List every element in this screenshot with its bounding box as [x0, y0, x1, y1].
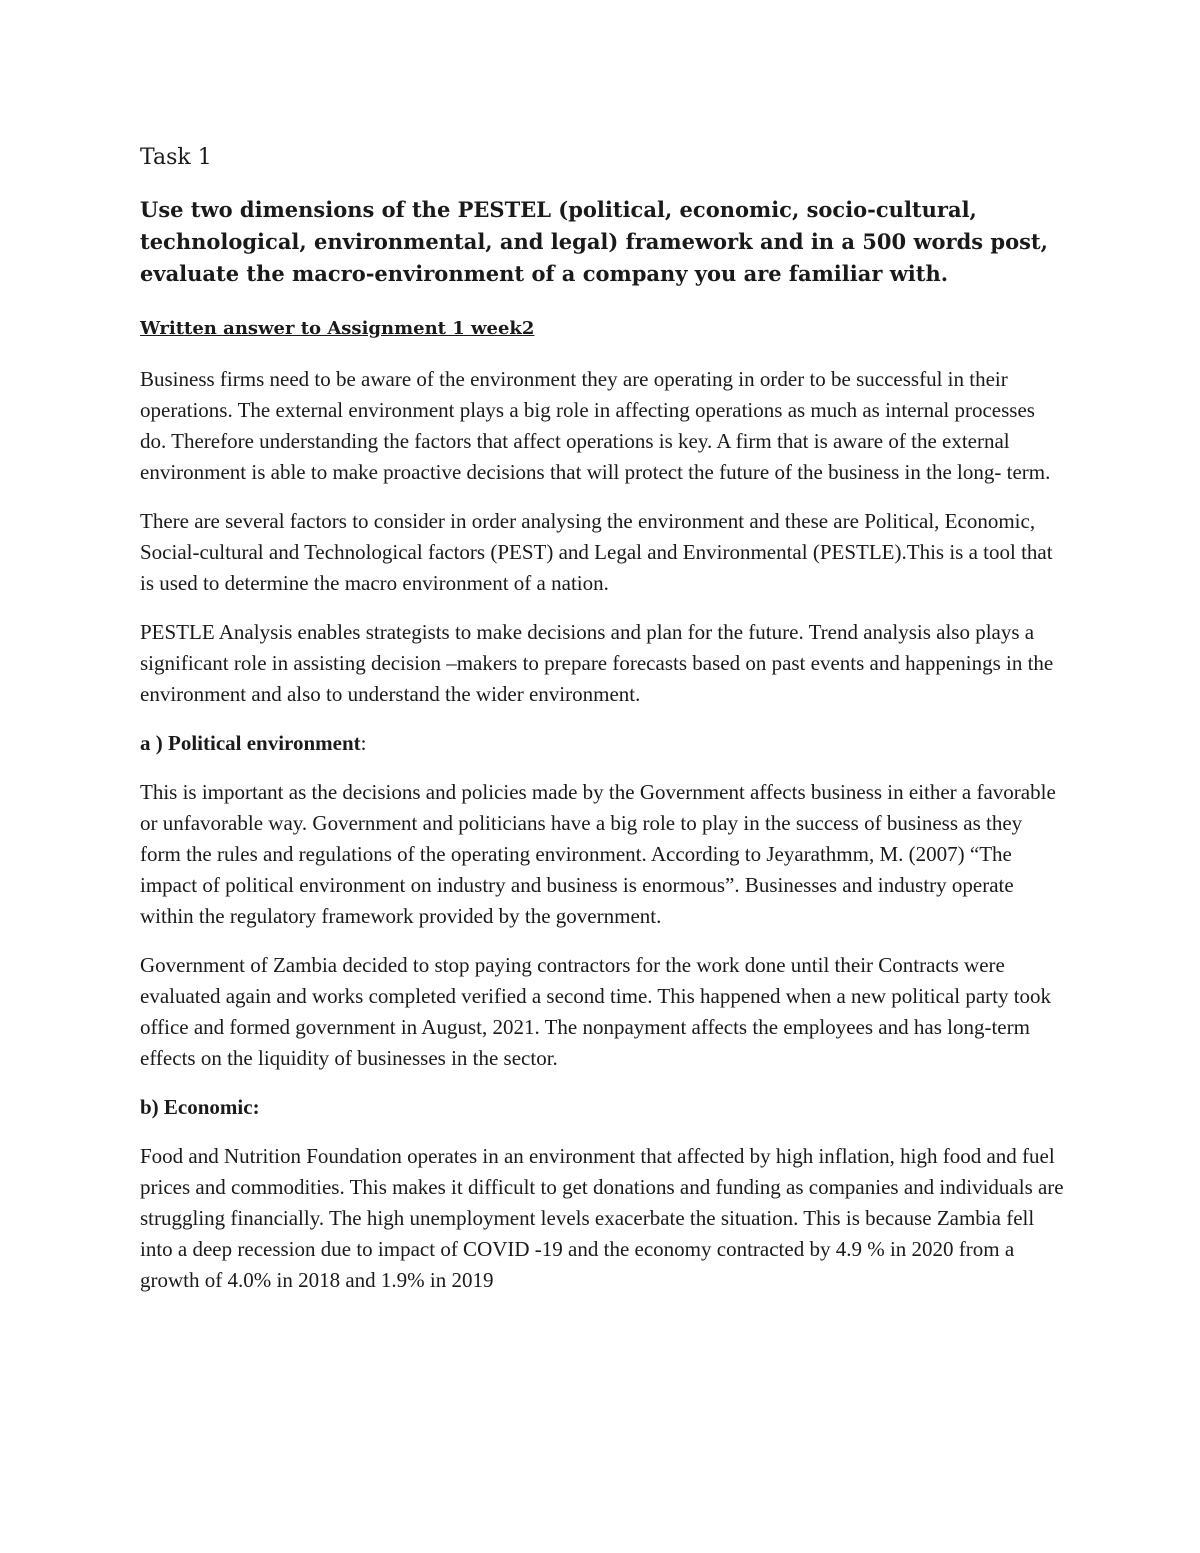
task-title: Task 1 [140, 145, 212, 170]
assignment-prompt: Use two dimensions of the PESTEL (political, economic, socio-cultural, technological, environmental, and legal) framework and in a 500 words post, evaluate the macro-environment of a company you are familiar with. [140, 197, 1048, 286]
intro-paragraph: There are several factors to consider in order analysing the environment and these are Political, Economic, Social-cultural and Technological factors (PEST) and Legal and Environmental (PESTLE).This is a tool that is used to determine the macro environment of a nation. [140, 509, 1053, 595]
answer-heading: Written answer to Assignment 1 week2 [140, 318, 535, 339]
intro-paragraph: Business firms need to be aware of the environment they are operating in order to be successful in their operations. The external environment plays a big role in affecting operations as much as internal processes do. Therefore understanding the factors that affect operations is key. A firm that is aware of the external environment is able to make proactive decisions that will protect the future of the business in the long- term. [140, 367, 1051, 484]
document-body [140, 140, 1065, 1314]
section-heading-political-text: a ) Political environment [140, 731, 361, 755]
section-heading-political-colon: : [360, 731, 367, 755]
section-heading-political [140, 728, 1065, 759]
section-heading-economic: b) Economic: [140, 1095, 260, 1119]
political-paragraph: Government of Zambia decided to stop paying contractors for the work done until their Contracts were evaluated again and works completed verified a second time. This happened when a new political party took office and formed government in August, 2021. The nonpayment affects the employees and has long-term effects on the liquidity of businesses in the sector. [140, 953, 1052, 1070]
political-paragraph: This is important as the decisions and policies made by the Government affects business in either a favorable or unfavorable way. Government and politicians have a big role to play in the success of business as they form the rules and regulations of the operating environment. According to Jeyarathmm, M. (2007) “The impact of political environment on industry and business is enormous”. Businesses and industry operate within the regulatory framework provided by the government. [140, 780, 1056, 928]
intro-paragraph: PESTLE Analysis enables strategists to make decisions and plan for the future. Trend analysis also plays a significant role in assisting decision –makers to prepare forecasts based on past events and happenings in the environment and also to understand the wider environment. [140, 620, 1054, 706]
economic-paragraph: Food and Nutrition Foundation operates in an environment that affected by high inflation, high food and fuel prices and commodities. This makes it difficult to get donations and funding as companies and individuals are struggling financially. The high unemployment levels exacerbate the situation. This is because Zambia fell into a deep recession due to impact of COVID -19 and the economy contracted by 4.9 % in 2020 from a growth of 4.0% in 2018 and 1.9% in 2019 [140, 1144, 1064, 1292]
